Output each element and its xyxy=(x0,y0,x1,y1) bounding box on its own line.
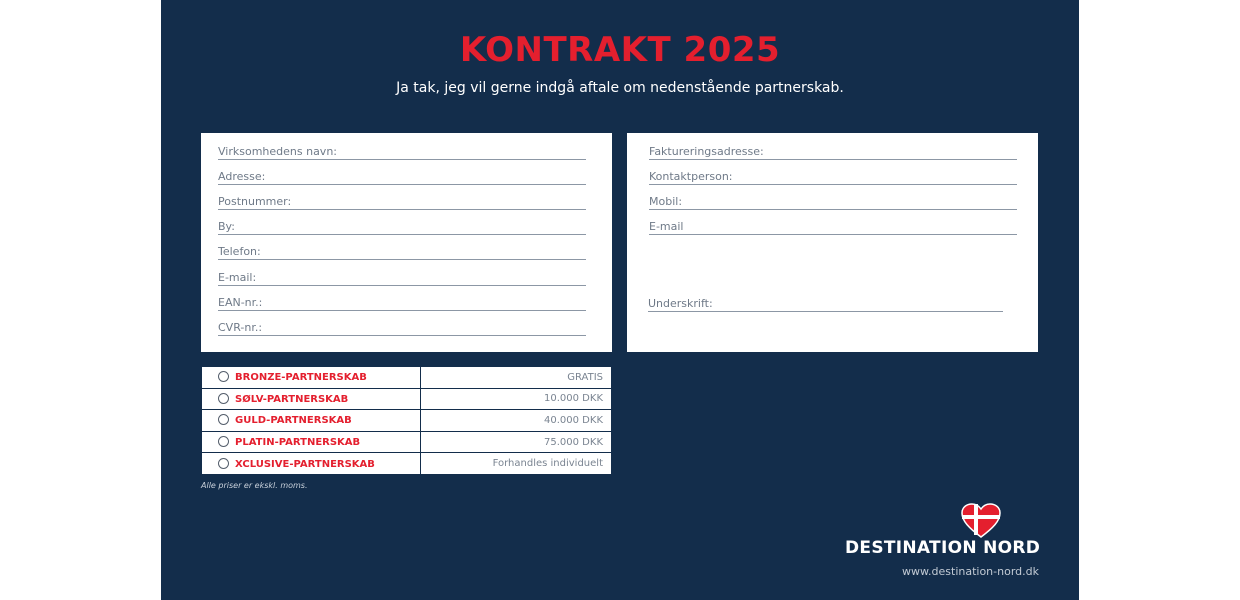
radio-button[interactable] xyxy=(218,371,229,382)
price-cell: Forhandles individuelt xyxy=(421,453,612,475)
package-cell[interactable] xyxy=(202,367,421,389)
billing-info-form xyxy=(627,133,1038,352)
postal-code-field[interactable]: Postnummer: xyxy=(218,195,586,210)
package-cell[interactable] xyxy=(202,453,421,475)
address-field[interactable]: Adresse: xyxy=(218,170,586,185)
page-title: KONTRAKT 2025 xyxy=(459,30,781,70)
city-field[interactable]: By: xyxy=(218,220,586,235)
radio-button[interactable] xyxy=(218,414,229,425)
price-cell: 75.000 DKK xyxy=(421,431,612,453)
table-row[interactable] xyxy=(202,410,612,432)
signature-field[interactable]: Underskrift: xyxy=(648,297,1003,312)
package-cell[interactable] xyxy=(202,410,421,432)
phone-field[interactable]: Telefon: xyxy=(218,245,586,260)
price-cell: GRATIS xyxy=(421,367,612,389)
contract-page xyxy=(161,0,1079,600)
table-row[interactable] xyxy=(202,388,612,410)
package-name: XCLUSIVE-PARTNERSKAB xyxy=(235,458,375,470)
package-name: BRONZE-PARTNERSKAB xyxy=(235,372,367,384)
billing-email-field[interactable]: E-mail xyxy=(649,220,1017,235)
package-name: PLATIN-PARTNERSKAB xyxy=(235,437,361,449)
company-info-form xyxy=(201,133,612,352)
radio-button[interactable] xyxy=(218,393,229,404)
billing-address-field[interactable]: Faktureringsadresse: xyxy=(649,145,1017,160)
website-link[interactable]: www.destination-nord.dk xyxy=(902,565,1039,578)
table-row[interactable] xyxy=(202,367,612,389)
danish-flag-heart-icon xyxy=(961,503,1001,539)
table-row[interactable] xyxy=(202,453,612,475)
price-cell: 40.000 DKK xyxy=(421,410,612,432)
page-subtitle: Ja tak, jeg vil gerne indgå aftale om nedenstående partnerskab. xyxy=(396,80,844,96)
radio-button[interactable] xyxy=(218,458,229,469)
cvr-field[interactable]: CVR-nr.: xyxy=(218,321,586,336)
package-name: GULD-PARTNERSKAB xyxy=(235,415,352,427)
partnership-table xyxy=(201,366,612,475)
mobile-field[interactable]: Mobil: xyxy=(649,195,1017,210)
price-cell: 10.000 DKK xyxy=(421,388,612,410)
radio-button[interactable] xyxy=(218,436,229,447)
logo-name: DESTINATION NORD xyxy=(845,538,1041,558)
contact-person-field[interactable]: Kontaktperson: xyxy=(649,170,1017,185)
package-cell[interactable] xyxy=(202,431,421,453)
ean-field[interactable]: EAN-nr.: xyxy=(218,296,586,311)
price-note: Alle priser er ekskl. moms. xyxy=(201,481,308,490)
package-name: SØLV-PARTNERSKAB xyxy=(235,393,349,405)
email-field[interactable]: E-mail: xyxy=(218,271,586,286)
package-cell[interactable] xyxy=(202,388,421,410)
company-name-field[interactable]: Virksomhedens navn: xyxy=(218,145,586,160)
table-row[interactable] xyxy=(202,431,612,453)
